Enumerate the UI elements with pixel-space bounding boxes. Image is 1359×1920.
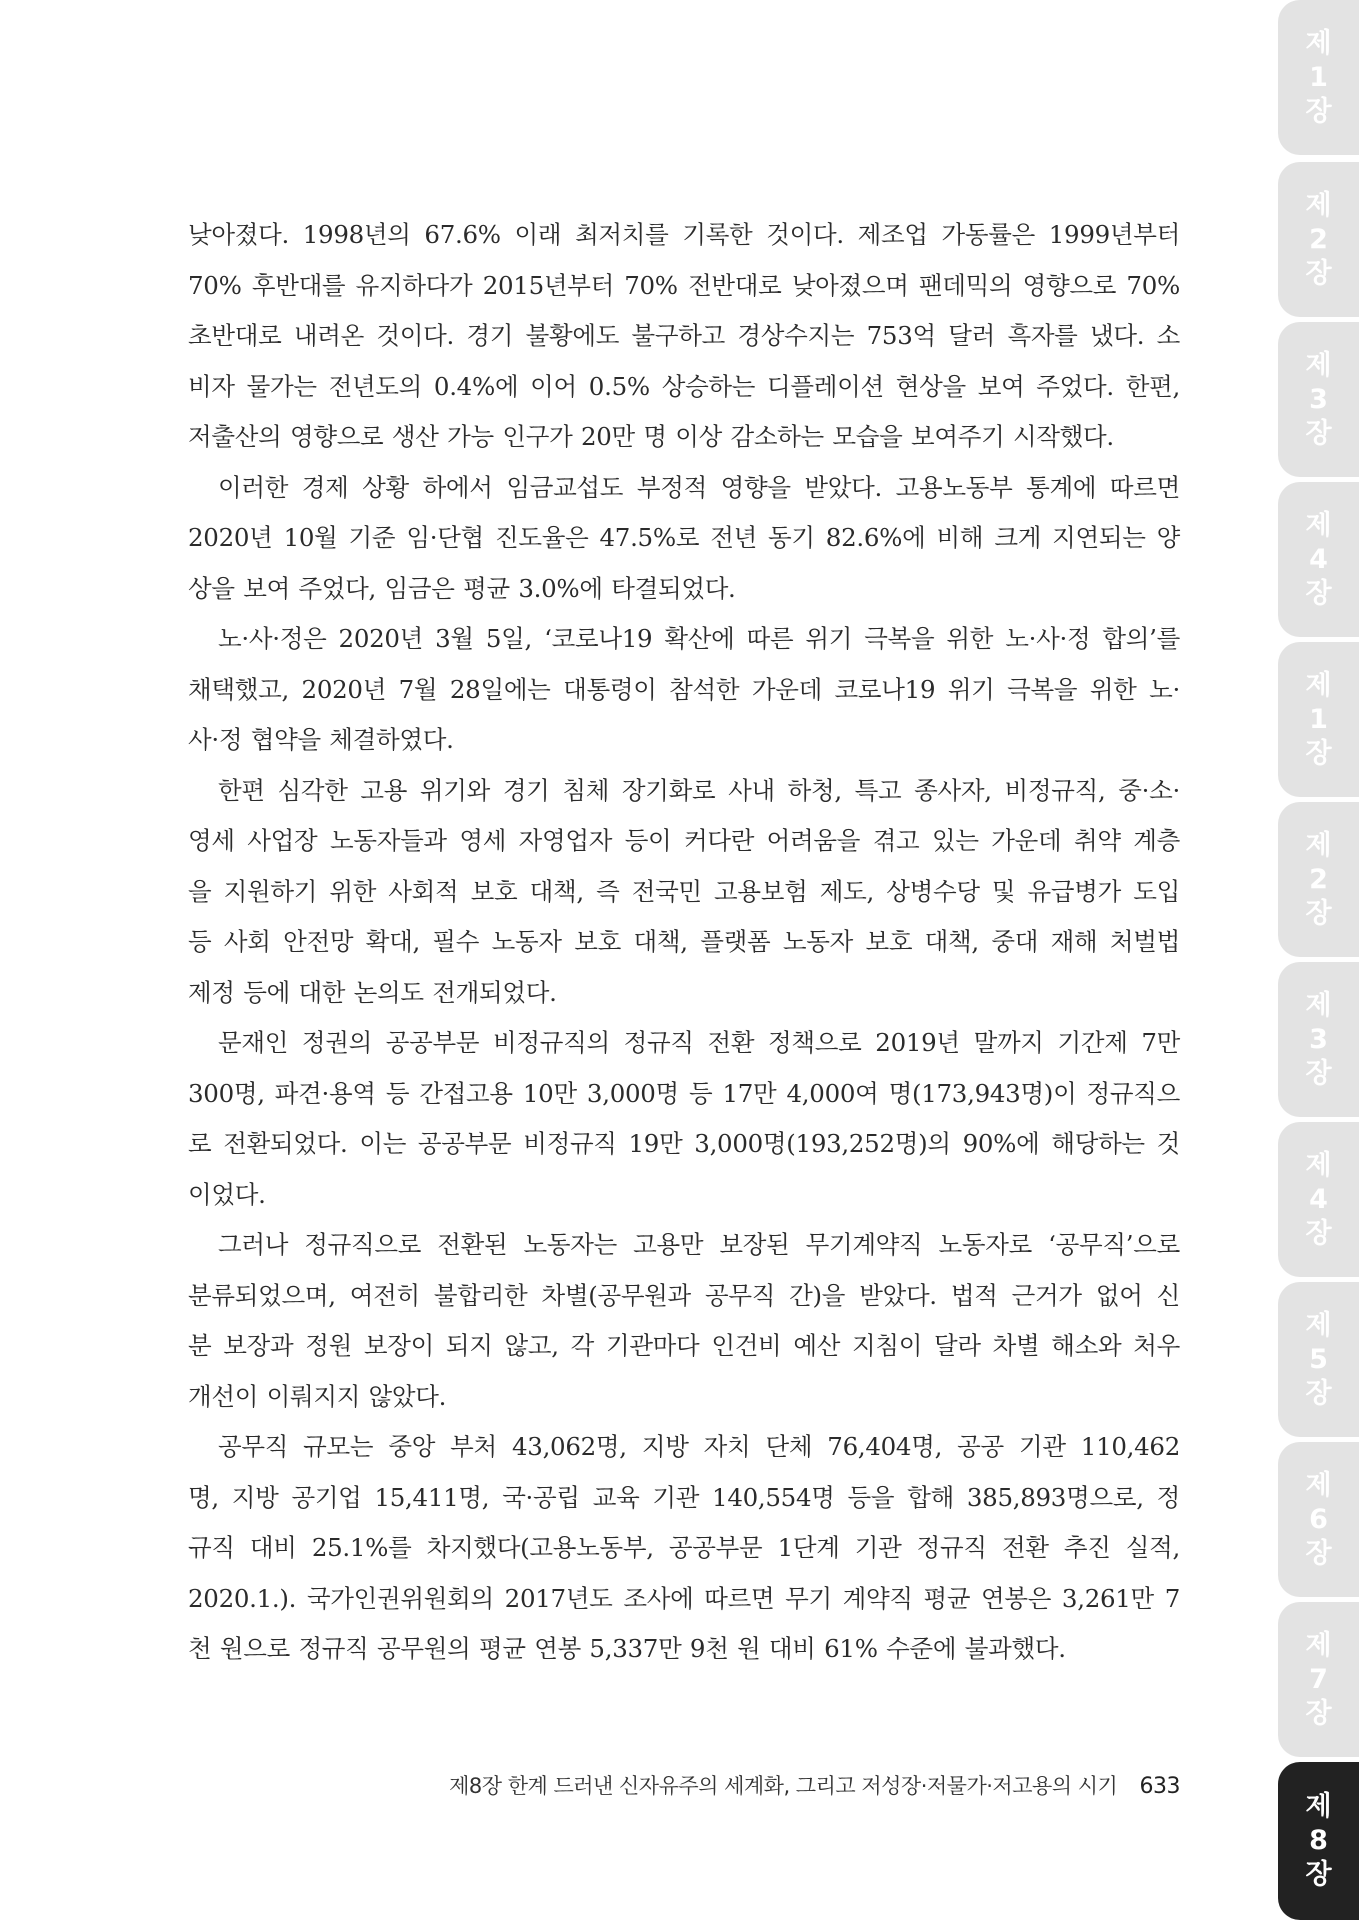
text-line: 한편 심각한 고용 위기와 경기 침체 장기화로 사내 하청, 특고 종사자, 비정규직, 중·소· <box>218 775 1180 805</box>
paragraph <box>188 766 1180 1019</box>
text-line: 비자 물가는 전년도의 0.4%에 이어 0.5% 상승하는 디플레이션 현상을 보여 주었다. 한편, <box>188 371 1180 401</box>
tab-char: 1 <box>1309 61 1328 93</box>
text-line: 낮아졌다. 1998년의 67.6% 이래 최저치를 기록한 것이다. 제조업 가동률은 1999년부터 <box>188 220 1180 249</box>
body-text <box>188 210 1180 1675</box>
tab-char: 2 <box>1309 223 1328 255</box>
text-line: 상을 보여 주었다, 임금은 평균 3.0%에 타결되었다. <box>188 573 736 603</box>
text-line: 그러나 정규직으로 전환된 노동자는 고용만 보장된 무기계약직 노동자로 ‘공무직’으로 <box>218 1230 1180 1259</box>
tab-char: 장 <box>1305 1859 1332 1890</box>
text-line: 2020.1.). 국가인권위원회의 2017년도 조사에 따르면 무기 계약직 평균 연봉은 3,261만 7 <box>188 1583 1180 1613</box>
paragraph <box>188 1422 1180 1675</box>
chapter-tab-active[interactable] <box>1278 1762 1359 1920</box>
text-line: 채택했고, 2020년 7월 28일에는 대통령이 참석한 가운데 코로나19 위기 극복을 위한 노· <box>188 674 1180 704</box>
tab-char: 제 <box>1305 1629 1332 1661</box>
tab-char: 장 <box>1305 1697 1332 1729</box>
chapter-tab-rail <box>1278 0 1359 1920</box>
chapter-tab[interactable] <box>1278 1602 1359 1757</box>
running-footer <box>440 1770 1180 1800</box>
tab-char: 제 <box>1305 509 1332 541</box>
paragraph <box>188 1220 1180 1422</box>
text-line: 70% 후반대를 유지하다가 2015년부터 70% 전반대로 낮아졌으며 팬데믹의 영향으로 70% <box>188 270 1180 300</box>
tab-char: 제 <box>1305 989 1332 1021</box>
tab-char: 제 <box>1305 27 1332 59</box>
tab-char: 장 <box>1305 95 1332 127</box>
chapter-tab[interactable] <box>1278 802 1359 957</box>
tab-char: 제 <box>1305 669 1332 701</box>
text-line: 로 전환되었다. 이는 공공부문 비정규직 19만 3,000명(193,252명)의 90%에 해당하는 것 <box>188 1129 1180 1158</box>
text-line: 천 원으로 정규직 공무원의 평균 연봉 5,337만 9천 원 대비 61% 수준에 불과했다. <box>188 1634 1066 1663</box>
tab-char: 장 <box>1305 1377 1332 1409</box>
text-line: 등 사회 안전망 확대, 필수 노동자 보호 대책, 플랫폼 노동자 보호 대책, 중대 재해 처벌법 <box>188 927 1180 956</box>
text-line: 을 지원하기 위한 사회적 보호 대책, 즉 전국민 고용보험 제도, 상병수당 및 유급병가 도입 <box>188 876 1180 906</box>
tab-char: 3 <box>1309 383 1328 415</box>
text-line: 문재인 정권의 공공부문 비정규직의 정규직 전환 정책으로 2019년 말까지 기간제 7만 <box>218 1028 1180 1057</box>
text-line: 규직 대비 25.1%를 차지했다(고용노동부, 공공부문 1단계 기관 정규직 전환 추진 실적, <box>188 1533 1180 1562</box>
tab-char: 4 <box>1309 1183 1328 1215</box>
chapter-tab[interactable] <box>1278 1122 1359 1277</box>
tab-char: 4 <box>1309 543 1328 575</box>
tab-char: 장 <box>1305 1537 1332 1569</box>
text-line: 공무직 규모는 중앙 부처 43,062명, 지방 자치 단체 76,404명, 공공 기관 110,462 <box>218 1432 1180 1461</box>
tab-char: 제 <box>1305 1469 1332 1501</box>
tab-char: 6 <box>1309 1503 1328 1535</box>
tab-char: 장 <box>1305 897 1332 929</box>
tab-char: 제 <box>1305 189 1332 221</box>
text-line: 제정 등에 대한 논의도 전개되었다. <box>188 977 557 1007</box>
tab-char: 7 <box>1309 1663 1328 1695</box>
tab-char: 장 <box>1305 1217 1332 1249</box>
tab-char: 5 <box>1309 1343 1328 1375</box>
text-line: 영세 사업장 노동자들과 영세 자영업자 등이 커다란 어려움을 겪고 있는 가운데 취약 계층 <box>188 826 1180 855</box>
tab-char: 장 <box>1305 257 1332 289</box>
tab-char: 8 <box>1309 1825 1328 1856</box>
footer-chapter-title: 제8장 한계 드러낸 신자유주의 세계화, 그리고 저성장·저물가·저고용의 시기 <box>449 1774 1118 1798</box>
tab-char: 제 <box>1305 1149 1332 1181</box>
text-line: 분류되었으며, 여전히 불합리한 차별(공무원과 공무직 간)을 받았다. 법적 근거가 없어 신 <box>188 1280 1180 1310</box>
tab-char: 제 <box>1305 1791 1332 1822</box>
text-line: 300명, 파견·용역 등 간접고용 10만 3,000명 등 17만 4,000여 명(173,943명)이 정규직으 <box>188 1078 1180 1108</box>
text-line: 저출산의 영향으로 생산 가능 인구가 20만 명 이상 감소하는 모습을 보여주기 시작했다. <box>188 422 1114 451</box>
chapter-tab[interactable] <box>1278 642 1359 797</box>
tab-char: 2 <box>1309 863 1328 895</box>
chapter-tab[interactable] <box>1278 1442 1359 1597</box>
tab-char: 장 <box>1305 577 1332 609</box>
chapter-tab[interactable] <box>1278 0 1359 155</box>
text-line: 개선이 이뤄지지 않았다. <box>188 1381 447 1411</box>
tab-char: 장 <box>1305 1057 1332 1089</box>
paragraph <box>188 210 1180 463</box>
text-line: 초반대로 내려온 것이다. 경기 불황에도 불구하고 경상수지는 753억 달러 흑자를 냈다. 소 <box>188 321 1180 350</box>
tab-char: 장 <box>1305 737 1332 769</box>
text-line: 이러한 경제 상황 하에서 임금교섭도 부정적 영향을 받았다. 고용노동부 통계에 따르면 <box>218 472 1180 502</box>
chapter-tab[interactable] <box>1278 962 1359 1117</box>
tab-char: 3 <box>1309 1023 1328 1055</box>
chapter-tab[interactable] <box>1278 1282 1359 1437</box>
tab-char: 제 <box>1305 349 1332 381</box>
chapter-tab[interactable] <box>1278 162 1359 317</box>
text-line: 2020년 10월 기준 임·단협 진도율은 47.5%로 전년 동기 82.6%에 비해 크게 지연되는 양 <box>188 523 1180 552</box>
paragraph <box>188 614 1180 766</box>
text-line: 분 보장과 정원 보장이 되지 않고, 각 기관마다 인건비 예산 지침이 달라 차별 해소와 처우 <box>188 1331 1180 1360</box>
chapter-tab[interactable] <box>1278 322 1359 477</box>
paragraph <box>188 463 1180 615</box>
text-line: 명, 지방 공기업 15,411명, 국·공립 교육 기관 140,554명 등을 합해 385,893명으로, 정 <box>188 1482 1180 1512</box>
paragraph <box>188 1018 1180 1220</box>
page-number: 633 <box>1139 1774 1180 1799</box>
text-line: 사·정 협약을 체결하였다. <box>188 725 454 754</box>
tab-char: 1 <box>1309 703 1328 735</box>
chapter-tab[interactable] <box>1278 482 1359 637</box>
text-line: 노·사·정은 2020년 3월 5일, ‘코로나19 확산에 따른 위기 극복을 위한 노·사·정 합의’를 <box>218 624 1180 653</box>
tab-char: 장 <box>1305 417 1332 449</box>
tab-char: 제 <box>1305 1309 1332 1341</box>
text-line: 이었다. <box>188 1179 266 1209</box>
tab-char: 제 <box>1305 829 1332 861</box>
